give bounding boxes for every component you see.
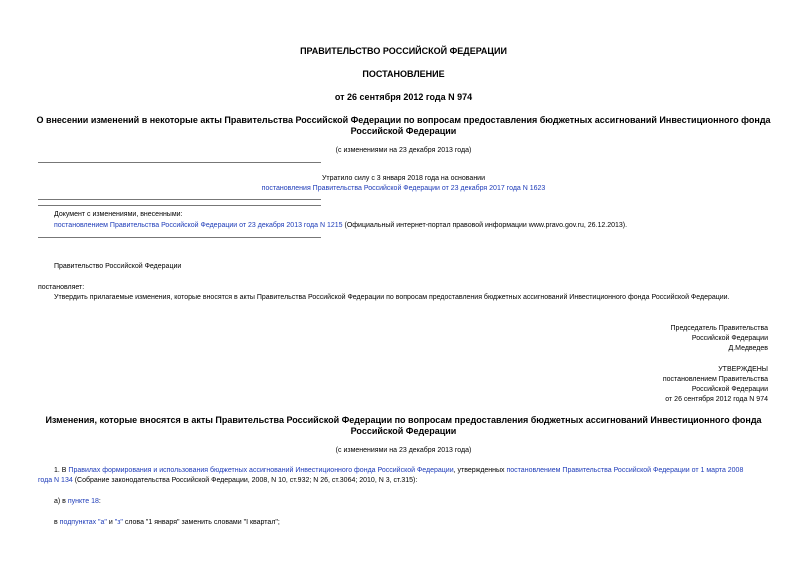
signature-country: Российской Федерации (691, 335, 768, 342)
item-a-suffix: : (98, 498, 101, 505)
repeal-note: Утратило силу с 3 января 2018 года на основании (321, 175, 486, 182)
clause-18-link[interactable]: пункте 18 (67, 498, 99, 505)
divider (38, 205, 321, 206)
approved-label: УТВЕРЖДЕНЫ (718, 366, 768, 373)
government-label: Правительство Российской Федерации (54, 263, 182, 270)
resolution-134-link-cont[interactable]: года N 134 (38, 477, 73, 484)
approved-date: от 26 сентября 2012 года N 974 (665, 396, 768, 403)
subclause-a-link[interactable]: подпунктах "а" (59, 519, 107, 526)
subclause-z-link[interactable]: "з" (114, 519, 123, 526)
divider (38, 199, 321, 200)
changes-link[interactable]: постановлением Правительства Российской Федерации от 23 декабря 2013 года N 1215 (54, 222, 343, 229)
approve-paragraph: Утвердить прилагаемые изменения, которые вносятся в акты Правительства Российской Федерации по вопросам предоставления бюджетных ассигнований Инвестиционного фонда Российской Федерации. (54, 294, 730, 301)
item-a-prefix: а) в (54, 498, 68, 505)
resolves-label: постановляет: (38, 284, 85, 291)
doc-title-line2: Российской Федерации (350, 126, 457, 136)
item-1-source: (Собрание законодательства Российской Федерации, 2008, N 10, ст.932; N 26, ст.3064; 2010, N 3, ст.315): (72, 477, 418, 484)
approved-by: постановлением Правительства (662, 376, 768, 383)
item-1-line2 (38, 476, 417, 486)
edition-note: (с изменениями на 23 декабря 2013 года) (335, 147, 472, 154)
item-b (54, 518, 280, 528)
org-name: ПРАВИТЕЛЬСТВО РОССИЙСКОЙ ФЕДЕРАЦИИ (300, 46, 507, 56)
item-1-prefix: 1. В (54, 467, 69, 474)
divider (38, 162, 321, 163)
changes-intro: Документ с изменениями, внесенными: (54, 211, 183, 218)
annex-title-line1: Изменения, которые вносятся в акты Правительства Российской Федерации по вопросам предоставления бюджетных ассигнований Инвестиционного фонда (45, 415, 762, 425)
signature-name: Д.Медведев (728, 345, 768, 352)
repeal-link[interactable]: постановления Правительства Российской Федерации от 23 декабря 2017 года N 1623 (261, 185, 546, 192)
item-b-prefix: в (54, 519, 60, 526)
approved-country: Российской Федерации (691, 386, 768, 393)
item-1-line1 (54, 466, 743, 476)
changes-line (54, 221, 627, 231)
item-a (54, 497, 101, 507)
doc-date-number: от 26 сентября 2012 года N 974 (334, 92, 473, 102)
item-b-text: слова "1 января" заменить словами "I квартал"; (122, 519, 280, 526)
item-b-and: и (106, 519, 115, 526)
doc-type: ПОСТАНОВЛЕНИЕ (362, 69, 445, 79)
signature-title: Председатель Правительства (670, 325, 768, 332)
annex-edition-note: (с изменениями на 23 декабря 2013 года) (335, 447, 472, 454)
changes-source: (Официальный интернет-портал правовой информации www.pravo.gov.ru, 26.12.2013). (342, 222, 628, 229)
item-1-text: , утвержденных (453, 467, 507, 474)
rules-link[interactable]: Правилах формирования и использования бюджетных ассигнований Инвестиционного фонда Российской Федерации (68, 467, 454, 474)
annex-title-line2: Российской Федерации (350, 426, 457, 436)
doc-title-line1: О внесении изменений в некоторые акты Правительства Российской Федерации по вопросам предоставления бюджетных ассигнований Инвестиционного фонда (36, 115, 771, 125)
divider (38, 237, 321, 238)
resolution-134-link[interactable]: постановлением Правительства Российской Федерации от 1 марта 2008 (506, 467, 744, 474)
